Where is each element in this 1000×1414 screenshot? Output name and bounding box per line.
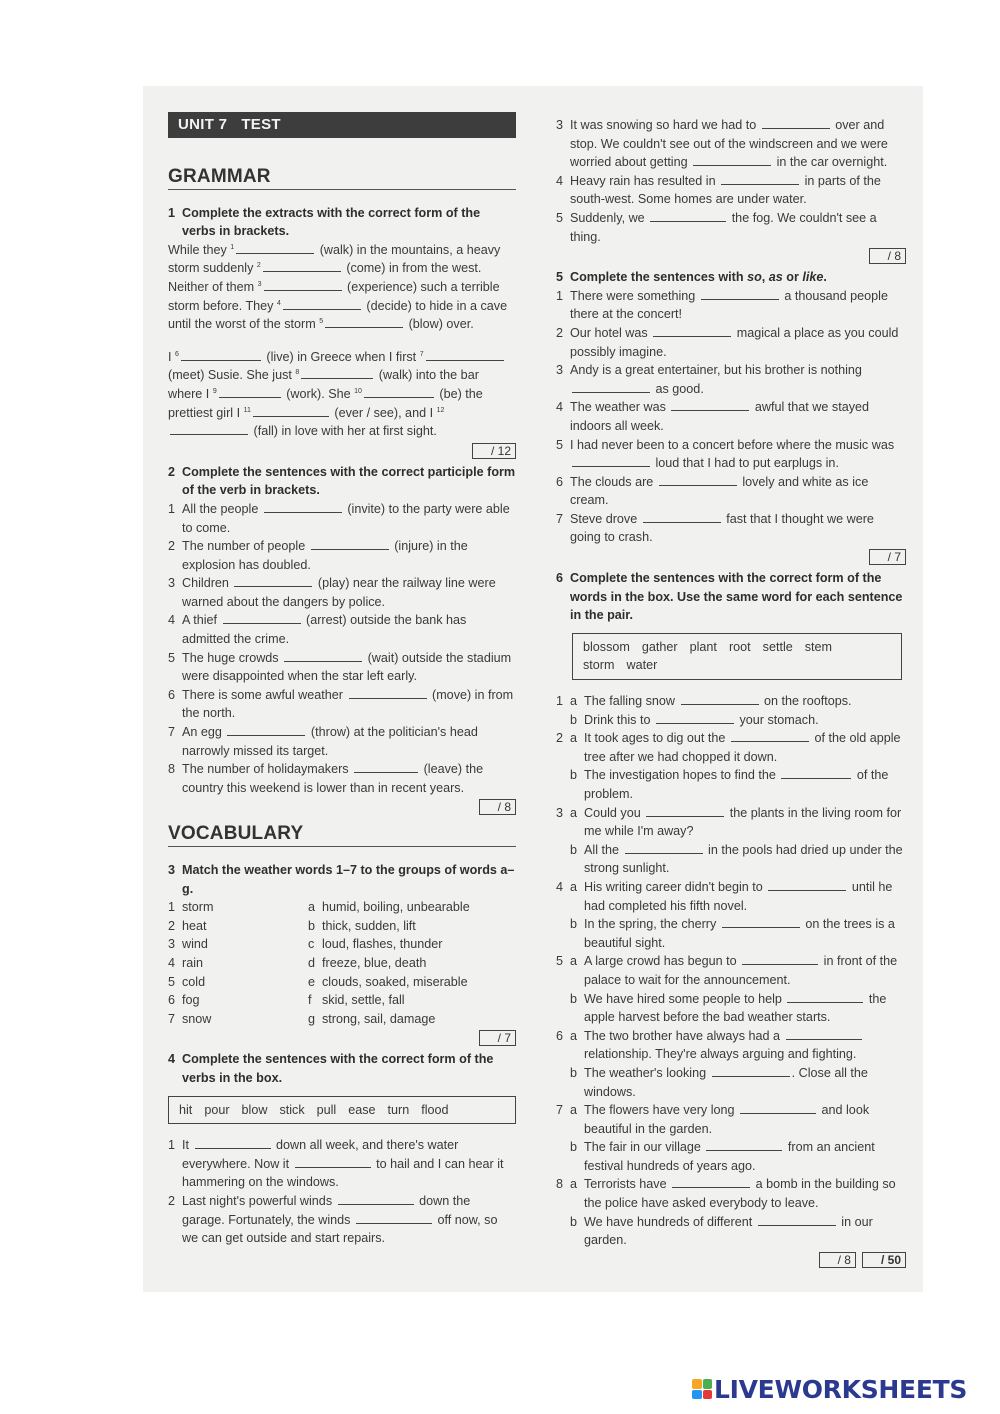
gap-input[interactable] <box>681 692 759 705</box>
liveworksheets-logo <box>692 1374 967 1404</box>
list-item: b In the spring, the cherry on the trees is a beautiful sight. <box>570 917 895 950</box>
total-score: / 50 <box>862 1252 906 1268</box>
exercise-3-title: 3 Match the weather words 1–7 to the groups of words a–g. <box>168 863 515 896</box>
list-item: 2 The number of people (injure) in the explosion has doubled. <box>168 539 468 572</box>
exercise-6-word-box: blossom gather plant root settle stem storm water <box>572 633 902 680</box>
gap-input[interactable] <box>572 454 650 467</box>
gap-input[interactable] <box>223 611 301 624</box>
gap-input[interactable] <box>356 1211 432 1224</box>
list-item: 1 It down all week, and there's water everywhere. Now it to hail and I can hear it hammering on the windows. <box>168 1138 504 1190</box>
list-item: 4 Heavy rain has resulted in in parts of the south-west. Some homes are under water. <box>556 173 881 207</box>
exercise-4-title: 4 Complete the sentences with the correct form of the verbs in the box. <box>168 1052 494 1085</box>
gap-input[interactable] <box>787 990 863 1003</box>
exercise-1-title: 1 Complete the extracts with the correct form of the verbs in brackets. <box>168 205 481 239</box>
exercise-6-score: / 8 / 50 <box>556 1252 906 1268</box>
logo-mark-icon <box>692 1379 712 1399</box>
list-item: 4 a His writing career didn't begin to until he had completed his fifth novel. <box>556 879 893 913</box>
exercise-3-match-table <box>168 898 516 1028</box>
exercise-4-word-box: hit pour blow stick pull ease turn flood <box>168 1096 516 1125</box>
list-item: b The weather's looking . Close all the windows. <box>570 1065 868 1099</box>
gap-input[interactable] <box>349 686 427 699</box>
list-item: 6 There is some awful weather (move) in from the north. <box>168 687 514 721</box>
gap-input[interactable] <box>643 510 721 523</box>
gap-input[interactable] <box>693 153 771 166</box>
gap-input[interactable] <box>283 297 361 310</box>
list-item: 3 a Could you the plants in the living room for me while I'm away? <box>556 805 902 839</box>
exercise-6-title: 6 Complete the sentences with the correct form of the words in the box. Use the same word for each sentence in the pair. <box>556 571 903 623</box>
gap-input[interactable] <box>426 348 504 361</box>
gap-input[interactable] <box>646 804 724 817</box>
gap-input[interactable] <box>786 1027 862 1040</box>
gap-input[interactable] <box>264 500 342 513</box>
exercise-1-score: / 12 <box>168 443 516 459</box>
list-item: 5 The huge crowds (wait) outside the stadium were disappointed when the star left early. <box>168 650 512 684</box>
list-item: 4 The weather was awful that we stayed indoors all week. <box>556 400 870 433</box>
list-item: 2 Last night's powerful winds down the garage. Fortunately, the winds off now, so we can get outside and start repairs. <box>168 1193 498 1246</box>
exercise-5-title: 5 Complete the sentences with so, as or like. <box>556 270 827 285</box>
gap-input[interactable] <box>701 287 779 300</box>
unit-label: UNIT 7 <box>178 116 228 133</box>
exercise-1-paragraph-2: I $^6$ (live) in Greece when I first $^7$ (meet) Susie. She just $^8$ (walk) into the bar where I $^9$ (work). She $^{10}$ (be) the prettiest girl I $^{11}$ (ever / see), and I $^{12}$ (fall) in love with her at first sight. <box>168 348 516 441</box>
list-item: b All the in the pools had dried up under the strong sunlight. <box>570 842 903 876</box>
gap-input[interactable] <box>263 259 341 272</box>
gap-input[interactable] <box>721 172 799 185</box>
list-item: 1 There were something a thousand people there at the concert! <box>556 288 888 322</box>
list-item: 7 An egg (throw) at the politician's head narrowly missed its target. <box>168 725 478 758</box>
list-item: 2 Our hotel was magical a place as you could possibly imagine. <box>556 325 899 359</box>
gap-input[interactable] <box>742 952 818 965</box>
list-item: 6 The clouds are lovely and white as ice cream. <box>556 474 869 508</box>
gap-input[interactable] <box>781 766 851 779</box>
gap-input[interactable] <box>768 878 846 891</box>
gap-input[interactable] <box>301 366 373 379</box>
unit-header-bar <box>168 112 516 138</box>
vocabulary-title: VOCABULARY <box>168 825 516 847</box>
gap-input[interactable] <box>227 723 305 736</box>
logo-text: LIVEWORKSHEETS <box>714 1374 968 1404</box>
gap-input[interactable] <box>325 315 403 328</box>
gap-input[interactable] <box>264 278 342 291</box>
list-item: 8 a Terrorists have a bomb in the building so the police have asked everybody to leave. <box>556 1177 896 1211</box>
list-item: b We have hundreds of different in our garden. <box>570 1214 873 1248</box>
gap-input[interactable] <box>653 324 731 337</box>
table-row: 4 rain d freeze, blue, death <box>168 955 427 970</box>
gap-input[interactable] <box>656 711 734 724</box>
table-row: 5 cold e clouds, soaked, miserable <box>168 974 468 989</box>
gap-input[interactable] <box>659 473 737 486</box>
gap-input[interactable] <box>625 841 703 854</box>
table-row: 1 storm a humid, boiling, unbearable <box>168 900 470 915</box>
table-row: 6 fog f skid, settle, fall <box>168 993 405 1008</box>
exercise-2-title: 2 Complete the sentences with the correct participle form of the verb in brackets. <box>168 464 516 498</box>
list-item: b The fair in our village from an ancient festival hundreds of years ago. <box>570 1140 875 1173</box>
list-item: 3 Andy is a great entertainer, but his brother is nothing as good. <box>556 363 862 396</box>
gap-input[interactable] <box>219 385 281 398</box>
list-item: 4 A thief (arrest) outside the bank has admitted the crime. <box>168 613 467 647</box>
exercise-3-score: / 7 <box>168 1030 516 1046</box>
gap-input[interactable] <box>338 1192 414 1205</box>
list-item: 3 Children (play) near the railway line were warned about the dangers by police. <box>168 576 496 609</box>
gap-input[interactable] <box>253 404 329 417</box>
gap-input[interactable] <box>762 116 830 129</box>
list-item: 5 Suddenly, we the fog. We couldn't see a thing. <box>556 210 877 244</box>
gap-input[interactable] <box>731 729 809 742</box>
gap-input[interactable] <box>572 380 650 393</box>
gap-input[interactable] <box>284 649 362 662</box>
gap-input[interactable] <box>181 348 261 361</box>
list-item: 5 I had never been to a concert before where the music was loud that I had to put earplugs in. <box>556 437 895 471</box>
gap-input[interactable] <box>364 385 434 398</box>
gap-input[interactable] <box>672 1175 750 1188</box>
exercise-5-score: / 7 <box>556 549 906 565</box>
list-item: 5 a A large crowd has begun to in front of the palace to wait for the announcement. <box>556 954 898 987</box>
gap-input[interactable] <box>311 537 389 550</box>
test-label: TEST <box>241 116 281 133</box>
gap-input[interactable] <box>740 1101 816 1114</box>
gap-input[interactable] <box>234 574 312 587</box>
list-item: 1 All the people (invite) to the party were able to come. <box>168 501 510 535</box>
table-row: 7 snow g strong, sail, damage <box>168 1011 436 1026</box>
gap-input[interactable] <box>706 1138 782 1151</box>
list-item: 1 a The falling snow on the rooftops. <box>556 694 852 709</box>
list-item: 3 It was snowing so hard we had to over and stop. We couldn't see out of the windscreen and we were worried about getting in the car overnight. <box>556 118 888 170</box>
grammar-title: GRAMMAR <box>168 168 516 190</box>
gap-input[interactable] <box>236 241 314 254</box>
exercise-4-score: / 8 <box>556 248 906 264</box>
gap-input[interactable] <box>295 1155 371 1168</box>
gap-input[interactable] <box>712 1064 790 1077</box>
gap-input[interactable] <box>758 1213 836 1226</box>
gap-input[interactable] <box>170 422 248 435</box>
list-item: b The investigation hopes to find the of the problem. <box>570 768 889 801</box>
gap-input[interactable] <box>650 209 726 222</box>
gap-input[interactable] <box>354 760 418 773</box>
list-item: 8 The number of holidaymakers (leave) the country this weekend is lower than in recent years. <box>168 762 484 795</box>
list-item: 7 Steve drove fast that I thought we were going to crash. <box>556 511 874 545</box>
list-item: 2 a It took ages to dig out the of the old apple tree after we had chopped it down. <box>556 731 901 764</box>
exercise-6-pairs <box>556 692 906 1250</box>
exercise-2-items <box>168 500 516 798</box>
gap-input[interactable] <box>195 1136 271 1149</box>
table-row: 2 heat b thick, sudden, lift <box>168 918 416 933</box>
table-row: 3 wind c loud, flashes, thunder <box>168 937 443 952</box>
list-item: b Drink this to your stomach. <box>570 712 819 727</box>
gap-input[interactable] <box>671 398 749 411</box>
list-item: b We have hired some people to help the apple harvest before the bad weather starts. <box>570 991 887 1025</box>
gap-input[interactable] <box>722 915 800 928</box>
right-column <box>556 116 906 1272</box>
list-item: 6 a The two brother have always had a relationship. They're always arguing and fighting. <box>556 1027 906 1064</box>
exercise-2-score: / 8 <box>168 799 516 815</box>
left-column <box>168 112 516 1248</box>
exercise-1-paragraph-1: While they $^1$ (walk) in the mountains, a heavy storm suddenly $^2$ (come) in from the west. Neither of them $^3$ (experience) such a terrible storm before. They $^4$ (decide) to hide in a cave until the worst of the storm $^5$ (blow) over. <box>168 242 508 332</box>
list-item: 7 a The flowers have very long and look beautiful in the garden. <box>556 1103 870 1136</box>
